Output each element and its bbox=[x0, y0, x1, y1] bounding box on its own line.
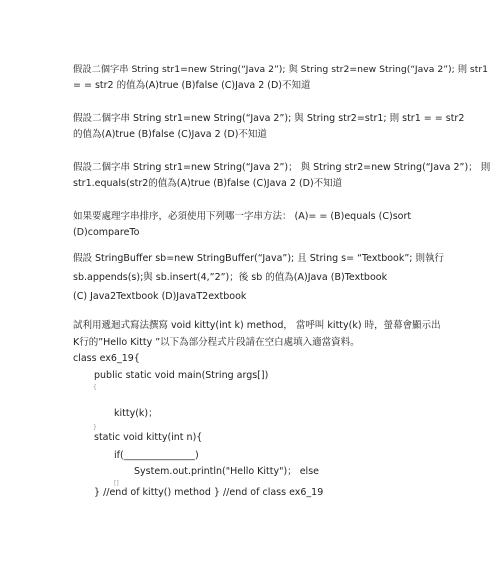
code-line-println: System.out.println("Hello Kitty")； else bbox=[134, 466, 319, 477]
code-line-kitty-def: static void kitty(int n){ bbox=[94, 432, 203, 443]
q5-line-1: 假設 StringBuffer sb=new StringBuffer(“Java”); 且 String s= “Textbook”; 則執行 bbox=[73, 253, 445, 264]
q6-line-2: K行的”Hello Kitty ”以下為部分程式片段請在空白處填入適當資料。 bbox=[73, 337, 360, 348]
code-brace-close-mark: } bbox=[93, 424, 97, 431]
code-line-kitty-call: kitty(k)； bbox=[114, 408, 158, 419]
q2-line-2: 的值為(A)true (B)false (C)Java 2 (D)不知道 bbox=[73, 129, 267, 140]
q5-line-2: sb.appends(s);與 sb.insert(4,”2”)；後 sb 的值為(A)Java (B)Textbook bbox=[73, 272, 388, 283]
q2-line-1: 假設二個字串 String str1=new String(“Java 2”); 與 String str2=str1; 則 str1 = = str2 bbox=[73, 113, 465, 124]
code-line-if: if(_______________) bbox=[114, 450, 199, 461]
q6-line-1: 試利用遞迴式寫法撰寫 void kitty(int k) method， 當呼叫 kitty(k) 時，螢幕會顯示出 bbox=[73, 320, 441, 331]
q3-line-2: str1.equals(str2的值為(A)true (B)false (C)Java 2 (D)不知道 bbox=[73, 178, 343, 189]
code-line-class: class ex6_19{ bbox=[73, 353, 140, 364]
code-brace-open-mark: { bbox=[93, 384, 97, 391]
q4-line-2: (D)compareTo bbox=[73, 227, 140, 238]
code-bracket-mark: [] bbox=[114, 480, 119, 487]
q4-line-1: 如果要處理字串排序，必須使用下列哪一字串方法： (A)= = (B)equals (C)sort bbox=[73, 211, 412, 222]
q1-line-1: 假設二個字串 String str1=new String(“Java 2”); 與 String str2=new String(“Java 2”); 則 str1 bbox=[73, 64, 489, 75]
q3-line-1: 假設二個字串 String str1=new String(“Java 2”)； 與 String str2=new String(“Java 2”)； 則 bbox=[73, 162, 491, 173]
q1-line-2: = = str2 的值為(A)true (B)false (C)Java 2 (D)不知道 bbox=[73, 80, 311, 91]
code-line-main: public static void main(String args[]) bbox=[94, 370, 269, 381]
q5-line-3: (C) Java2Textbook (D)JavaT2extbook bbox=[73, 291, 247, 302]
code-line-end: } //end of kitty() method } //end of class ex6_19 bbox=[94, 487, 324, 498]
